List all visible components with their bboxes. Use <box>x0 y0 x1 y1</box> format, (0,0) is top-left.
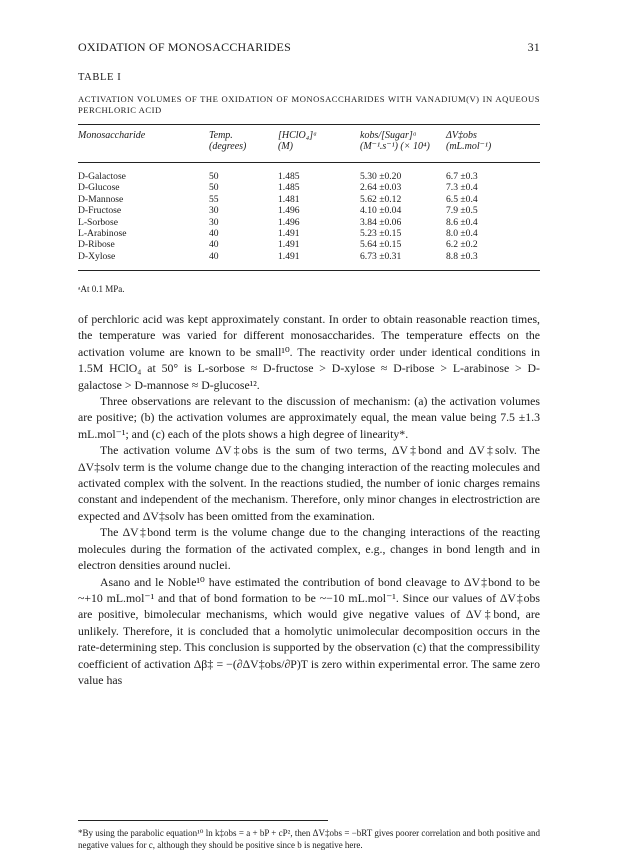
header-activation-volume: ΔV‡obs (mL.mol⁻¹) <box>446 130 492 152</box>
table-row: D-Fructose 30 1.496 4.10 ±0.04 7.9 ±0.5 <box>78 205 478 217</box>
table-row: D-Glucose 50 1.485 2.64 ±0.03 7.3 ±0.4 <box>78 182 478 194</box>
page-number: 31 <box>527 40 540 54</box>
header-temp: Temp. (degrees) <box>209 130 247 152</box>
table-row: D-Xylose 40 1.491 6.73 ±0.31 8.8 ±0.3 <box>78 250 478 262</box>
paragraph: The activation volume ΔV‡obs is the sum of two terms, ΔV‡bond and ΔV‡solv. The ΔV‡solv term is the volume change due to the changing interaction of the reacting molecules and activated complex with the solvent. In the reactions studied, the number of ionic charges remains constant and independent of the mechanism. Therefore, only minor changes in electrostriction are expected and ΔV‡solv has been omitted from the examination. <box>78 443 540 523</box>
table-label: TABLE I <box>78 72 122 83</box>
paragraph: Three observations are relevant to the discussion of mechanism: (a) the activation volumes are positive; (b) the activation volumes are approximately equal, the mean value being 7.5 ±1.3 mL.mol⁻¹; and (c) each of the plots shows a high degree of linearity*. <box>78 394 540 441</box>
paragraph: of perchloric acid was kept approximately constant. In order to obtain reasonable reaction times, the temperature was varied for different monosaccharides. The temperature effects on the activation volume are known to be small¹⁰. The reactivity order under identical conditions in 1.5M HClO₄ at 50° is L-sorbose ≈ D-fructose > D-xylose ≈ D-ribose > L-arabinose > D-galactose > D-mannose ≈ D-glucose¹². <box>78 312 540 392</box>
table-body <box>78 171 540 262</box>
table-footnote: ᵃAt 0.1 MPa. <box>78 284 125 294</box>
running-head-title: OXIDATION OF MONOSACCHARIDES <box>78 40 291 54</box>
table-top-rule <box>78 124 540 125</box>
header-hclo4: [HClO₄]ᵃ (M) <box>278 130 318 152</box>
table-row: D-Ribose 40 1.491 5.64 ±0.15 6.2 ±0.2 <box>78 239 478 251</box>
paragraph: The ΔV‡bond term is the volume change due to the changing interactions of the reacting molecules during the formation of the activated complex, e.g., changes in bond length and in electron densities around nuclei. <box>78 525 540 573</box>
table-row: D-Mannose 55 1.481 5.62 ±0.12 6.5 ±0.4 <box>78 193 478 205</box>
paragraph: Asano and le Noble¹⁰ have estimated the contribution of bond cleavage to ΔV‡bond to be ~+10 mL.mol⁻¹ and that of bond formation to be ~−10 mL.mol⁻¹. Since our values of ΔV‡obs are positive, bimolecular mechanisms, which would give negative values of ΔV‡bond, are unlikely. Therefore, it is concluded that a homolytic unimolecular decomposition occurs in the rate-determining step. This conclusion is supported by the observation (c) that the compressibility coefficient of activation Δβ‡ = −(∂ΔV‡obs/∂P)T is zero within experimental error. The same zero value has <box>78 574 540 687</box>
running-head <box>78 40 540 55</box>
table-header-rule <box>78 162 540 163</box>
table-row: L-Arabinose 40 1.491 5.23 ±0.15 8.0 ±0.4 <box>78 227 478 239</box>
body-text <box>78 311 540 688</box>
page-footnote: *By using the parabolic equation¹⁰ ln k‡obs = a + bP + cP², then ΔV‡obs = −bRT gives poorer correlation and both positive and negative values for c, although they should be positive since b is negative here. <box>78 828 540 850</box>
header-rate-constant: kobs/[Sugar]ᵃ (M⁻¹.s⁻¹) (× 10⁴) <box>360 130 430 152</box>
table-row: D-Galactose 50 1.485 5.30 ±0.20 6.7 ±0.3 <box>78 171 478 182</box>
table-bottom-rule <box>78 270 540 271</box>
header-monosaccharide: Monosaccharide <box>78 130 146 141</box>
table-row: L-Sorbose 30 1.496 3.84 ±0.06 8.6 ±0.4 <box>78 216 478 228</box>
footnote-rule <box>78 820 328 821</box>
table-caption: ACTIVATION VOLUMES OF THE OXIDATION OF MONOSACCHARIDES WITH VANADIUM(V) IN AQUEOUS PERCHLORIC ACID <box>78 94 540 115</box>
